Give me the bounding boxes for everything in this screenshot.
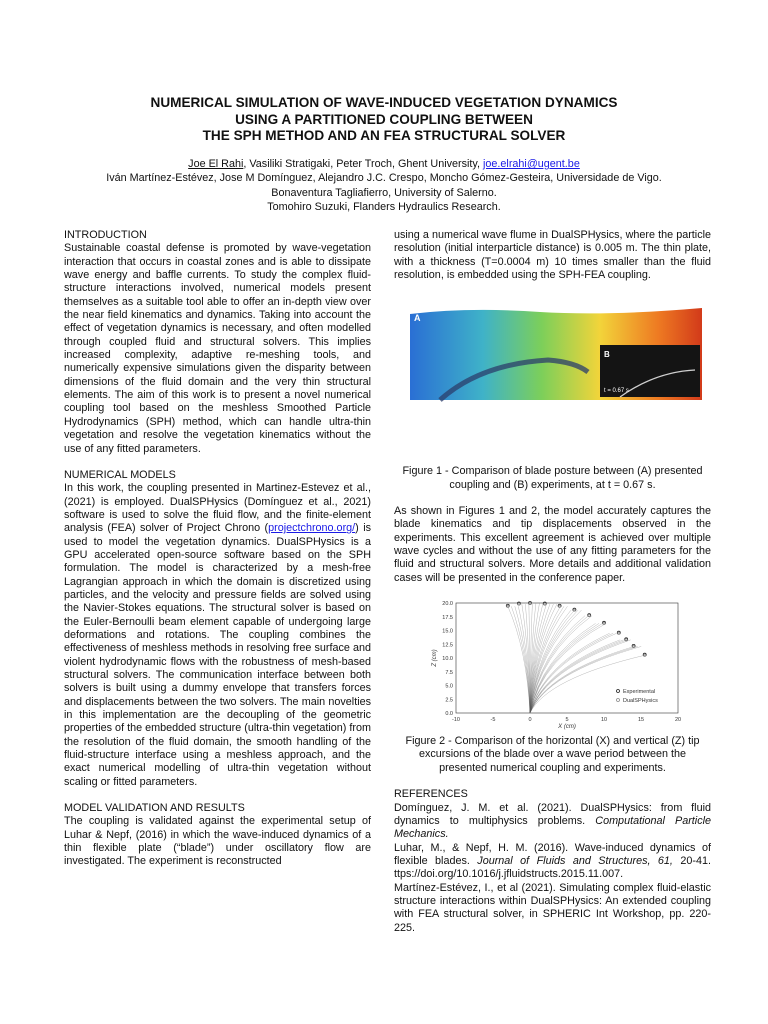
y-tick-label: 7.5 [445, 669, 453, 676]
figure-1-inset-time: t = 0.67 s [604, 388, 629, 395]
references-heading: REFERENCES [394, 788, 468, 801]
validation-text-right: using a numerical wave flume in DualSPHysics, where the particle resolution (initial interparticle distance) is 0.005 m. The thin plate, with a thickness (T=0.0004 m) 10 times smaller than the fluid resolution, is embedded using the SPH-FEA coupling. [394, 229, 711, 282]
author-line-4: Tomohiro Suzuki, Flanders Hydraulics Research. [267, 201, 501, 214]
y-tick-label: 20.0 [442, 601, 453, 608]
y-tick-label: 5.0 [445, 683, 453, 690]
title-line-2: USING A PARTITIONED COUPLING BETWEEN [235, 111, 533, 127]
figure-1-label-b: B [604, 350, 610, 360]
figure-2-svg [428, 597, 696, 732]
plot-area [456, 603, 678, 713]
author-email-link[interactable]: joe.elrahi@ugent.be [483, 158, 580, 170]
title-line-3: THE SPH METHOD AND AN FEA STRUCTURAL SOLVER [202, 128, 566, 143]
left-column [64, 229, 371, 869]
x-tick-label: 5 [565, 717, 569, 724]
y-tick-label: 2.5 [445, 697, 453, 704]
author-block [40, 157, 728, 215]
figure-1-image [410, 302, 702, 462]
introduction-heading: INTRODUCTION [64, 229, 147, 241]
figure-1-svg [410, 302, 702, 462]
numerical-models-text [64, 482, 371, 789]
x-tick-label: -10 [452, 717, 460, 724]
legend-entry: Experimental [623, 689, 656, 696]
x-axis-label: X (cm) [558, 724, 576, 731]
first-author: Joe El Rahi [188, 158, 244, 170]
numerical-models-heading: NUMERICAL MODELS [64, 468, 176, 481]
project-chrono-link[interactable]: projectchrono.org/ [268, 522, 356, 535]
y-tick-label: 10.0 [442, 656, 453, 663]
results-text: As shown in Figures 1 and 2, the model accurately captures the blade kinematics and tip displacements observed in the experiments. This excellent agreement is achieved over multiple wave cycles and without the use of any fitting parameters for the fluid and structural solvers. More details and additional validation cases will be presented in the conference paper. [394, 505, 711, 584]
numerical-models-text-b: ) is used to model the vegetation dynamics. DualSPHysics is a GPU accelerated open-source software based on the SPH formulation. The model is characterized by a mesh-free Lagrangian approach in which the domain is discretized using particles, and the velocity and pressure fields are solved using the Navier-Stokes equations. The structural solver is based on the Euler-Bernoulli beam element capable of undergoing large deformations and rotations. The coupling combines the effectiveness of meshless methods in resolving free surface and violent hydrodynamic flows with the robustness of mesh-based structural solvers. The communication interface between both solvers is built using a dummy envelope that transfers forces and displacements between the two solvers. The main novelties in this implementation are the decoupling of the geometric properties of the embedded structure (ultra-thin vegetation) from the resolution of the fluid domain, the smooth handling of the fluid-structure interface using a meshless approach, and the exact numerical modelling of ultra-thin vegetation without scaling or fitted parameters. [64, 522, 371, 788]
reference-2 [394, 842, 711, 882]
figure-2-chart [428, 597, 696, 732]
legend-entry: DualSPHysics [623, 698, 658, 705]
y-tick-label: 17.5 [442, 614, 453, 621]
author-line-3: Bonaventura Tagliafierro, University of Salerno. [271, 186, 497, 199]
validation-heading: MODEL VALIDATION AND RESULTS [64, 802, 245, 815]
x-tick-label: -5 [490, 717, 496, 724]
y-tick-label: 12.5 [442, 642, 453, 649]
figure-1-caption: Figure 1 - Comparison of blade posture between (A) presented coupling and (B) experiments, at t = 0.67 s. [402, 465, 703, 491]
x-tick-label: 0 [528, 717, 532, 724]
reference-3: Martínez-Estévez, I., et al (2021). Simulating complex fluid-elastic structure interactions within DualSPHysics: An extended coupling with FEA structural solver, in SPHERIC Int Workshop, pp. 220-225. [394, 881, 711, 934]
author-line-1 [40, 157, 728, 171]
reference-1-text: Domínguez, J. M. et al. (2021). DualSPHysics: from fluid dynamics to multiphysics problems. [394, 801, 711, 827]
x-tick-label: 20 [674, 717, 682, 724]
y-axis-label: Z (cm) [432, 649, 438, 667]
reference-2-text: Luhar, M., & Nepf, H. M. (2016). Wave-induced dynamics of flexible blades. [394, 841, 711, 867]
reference-1 [394, 802, 711, 842]
y-tick-label: 15.0 [442, 628, 453, 635]
author-line-2: Iván Martínez-Estévez, Jose M Domínguez, Alejandro J.C. Crespo, Moncho Gómez-Gesteira, Universidade de Vigo. [106, 172, 662, 185]
paper-title [60, 95, 708, 145]
right-column [394, 229, 711, 935]
figure-2-caption: Figure 2 - Comparison of the horizontal (X) and vertical (Z) tip excursions of the blade over a wave period between the presented numerical coupling and experiments. [405, 735, 700, 774]
x-tick-label: 10 [600, 717, 608, 724]
introduction-text: Sustainable coastal defense is promoted by wave-vegetation interaction that occurs in coastal zones and is able to dissipate wave energy and baffle currents. To study the complex fluid-structure interactions involved, numerical models present themselves as a suitable tool able to offer an in-depth view over the near field kinematics and dynamics. Taking into account the effect of vegetation dynamics is necessary, and often modelled through coupled fluid and structural solvers. This implies increased complexity, adaptive re-meshing tools, and numerically expensive simulations given the disparity between dimensions of the fluid domain and the very thin structural elements. The aim of this work is to present a novel numerical coupling tool based on the meshless Smoothed Particle Hydrodynamics (SPH) method, which can handle ultra-thin vegetation and resolve the vegetation kinematics without the use of any fitted parameters. [64, 242, 371, 455]
author-line-1-rest: , Vasiliki Stratigaki, Peter Troch, Ghent University, [243, 158, 484, 170]
title-line-1: NUMERICAL SIMULATION OF WAVE-INDUCED VEGETATION DYNAMICS [150, 95, 618, 110]
y-tick-label: 0.0 [445, 711, 453, 718]
reference-2-journal: Journal of Fluids and Structures, 61, [477, 854, 673, 867]
reference-2-doi: 20-41. ttps://doi.org/10.1016/j.jfluidstructs.2015.11.007. [394, 854, 711, 881]
numerical-models-text-a: In this work, the coupling presented in Martinez-Estevez et al., (2021) is employed. DualSPHysics (Domínguez et al., 2021) software is used to solve the fluid flow, and the finite-element analysis (FEA) solver of Project Chrono ( [64, 482, 371, 535]
x-tick-label: 15 [637, 717, 645, 724]
validation-text-left: The coupling is validated against the experimental setup of Luhar & Nepf, (2016) in which the wave-induced dynamics of a thin flexible plate (“blade”) under oscillatory flow are investigated. The experiment is reconstructed [64, 815, 371, 868]
reference-1-journal: Computational Particle Mechanics. [394, 814, 712, 841]
figure-1-label-a: A [414, 313, 421, 324]
